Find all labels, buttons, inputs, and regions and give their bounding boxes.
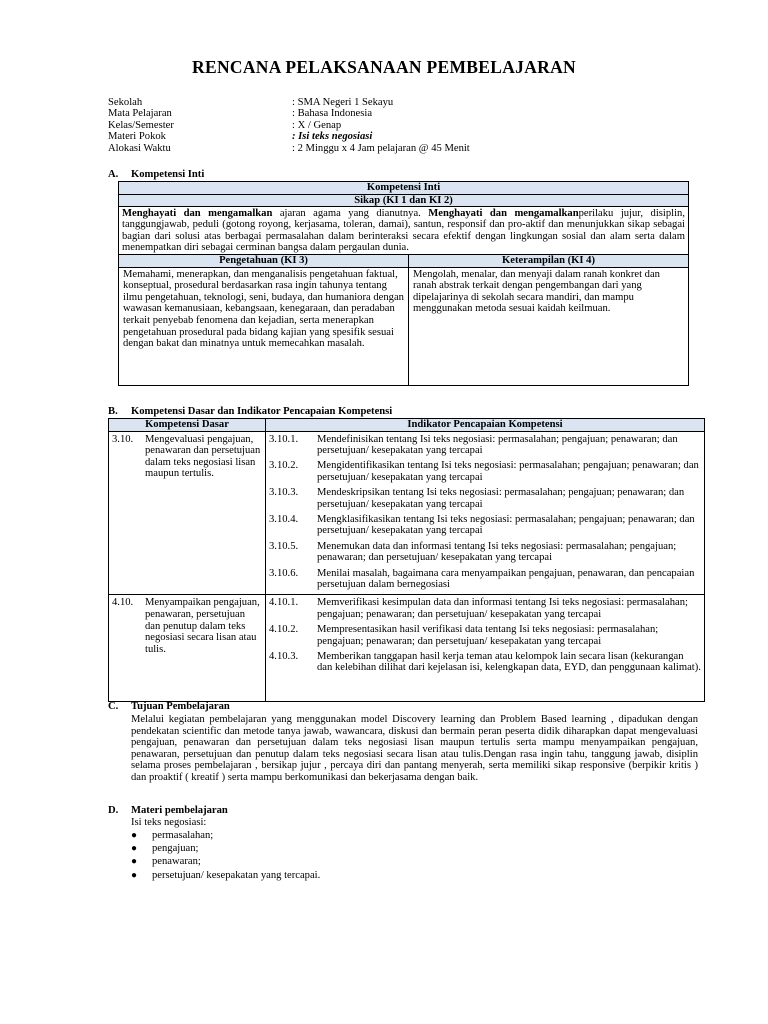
materi-intro: Isi teks negosiasi: (131, 817, 207, 828)
info-value: : SMA Negeri 1 Sekayu (292, 97, 394, 108)
list-item (269, 460, 701, 483)
sikap-bold: Menghayati dan mengamalkan (122, 208, 273, 219)
list-item (131, 830, 320, 843)
list-item (269, 568, 701, 591)
section-title: Tujuan Pembelajaran (131, 701, 230, 712)
pengetahuan-header: Pengetahuan (KI 3) (119, 255, 409, 268)
indikator-number: 3.10.1. (269, 433, 299, 445)
indikator-text: Menilai masalah, bagaimana cara menyampaikan pengajuan, penawaran, dan pencapaian persetujuan dalam bernegosiasi (317, 567, 695, 590)
indikator-number: 3.10.4. (269, 513, 299, 525)
info-value: : X / Genap (292, 119, 342, 131)
indikator-text: Mendefinisikan tentang Isi teks negosiasi: permasalahan; pengajuan; penawaran; dan persetujuan/ kesepakatan yang tercapai (317, 433, 678, 456)
section-title: Materi pembelajaran (131, 805, 228, 816)
sikap-header: Sikap (KI 1 dan KI 2) (119, 194, 689, 207)
kd-number: 3.10. (112, 433, 134, 445)
kd-text: Mengevaluasi pengajuan, penawaran dan persetujuan dalam teks negosiasi lisan maupun tertulis. (145, 433, 261, 480)
indikator-number: 3.10.3. (269, 487, 299, 499)
list-item (269, 624, 701, 647)
sikap-text: ajaran agama yang dianutnya. (272, 208, 429, 219)
list-item (269, 487, 701, 510)
list-item (269, 597, 701, 620)
info-value: : Bahasa Indonesia (292, 108, 373, 120)
section-d-heading (108, 805, 228, 817)
materi-item-text: pengajuan; (152, 843, 199, 855)
info-value: : 2 Minggu x 4 Jam pelajaran @ 45 Menit (292, 142, 470, 154)
list-item (131, 856, 320, 869)
sikap-cell (119, 207, 689, 255)
list-item (269, 541, 701, 564)
indikator-number: 4.10.3. (269, 651, 299, 662)
bullet-icon: ● (131, 830, 138, 841)
indikator-cell (266, 431, 705, 595)
indikator-text: Mengklasifikasikan tentang Isi teks negosiasi: permasalahan; pengajuan; penawaran; dan persetujuan/ kesepakatan yang tercapai (317, 513, 695, 537)
list-item (269, 514, 701, 537)
identity-block (108, 97, 470, 154)
indikator-number: 3.10.2. (269, 460, 299, 472)
section-letter: D. (108, 805, 119, 816)
table-header: Kompetensi Inti (119, 182, 689, 195)
indikator-text: Mempresentasikan hasil verifikasi data tentang Isi teks negosiasi: permasalahan; pengajuan; penawaran; dan persetujuan/ kesepakatan yang tercapai (317, 624, 659, 647)
section-letter: C. (108, 701, 119, 712)
info-row (108, 97, 470, 108)
kd-number: 4.10. (112, 597, 134, 609)
info-label: Sekolah (108, 97, 143, 108)
info-label: Alokasi Waktu (108, 142, 171, 154)
kd-cell (109, 595, 266, 702)
section-title: Kompetensi Inti (131, 169, 205, 180)
info-value: : Isi teks negosiasi (292, 131, 373, 143)
list-item (131, 843, 320, 856)
section-letter: B. (108, 406, 118, 417)
indikator-text: Mendeskripsikan tentang Isi teks negosiasi: permasalahan; pengajuan; penawaran; dan persetujuan/ kesepakatan yang tercapai (317, 487, 685, 510)
list-item (269, 651, 701, 674)
list-item (131, 870, 320, 883)
info-row (108, 108, 470, 119)
sikap-bold: Menghayati dan mengamalkan (428, 208, 579, 219)
info-row (108, 143, 470, 154)
indikator-column-header: Indikator Pencapaian Kompetensi (266, 419, 705, 432)
info-label: Kelas/Semester (108, 119, 174, 131)
keterampilan-header: Keterampilan (KI 4) (409, 255, 689, 268)
section-b-heading (108, 406, 392, 418)
keterampilan-cell: Mengolah, menalar, dan menyaji dalam ranah konkret dan ranah abstrak terkait dengan pengembangan dari yang dipelajarinya di sekolah secara mandiri, dan mampu menggunakan metoda sesuai kaidah keilmuan. (409, 267, 689, 385)
indikator-text: Mengidentifikasikan tentang Isi teks negosiasi: permasalahan; pengajuan; penawaran; dan persetujuan/ kesepakatan yang tercapai (317, 460, 699, 483)
page-title: RENCANA PELAKSANAAN PEMBELAJARAN (192, 57, 576, 77)
kompetensi-inti-table (118, 181, 689, 386)
indikator-number: 4.10.2. (269, 624, 299, 636)
materi-item-text: persetujuan/ kesepakatan yang tercapai. (152, 869, 321, 881)
materi-item-text: permasalahan; (152, 830, 214, 841)
tujuan-paragraph: Melalui kegiatan pembelajaran yang menggunakan model Discovery learning dan Problem Based learning , dipadukan dengan pendekatan scientific dan metode tanya jawab, wawancara, diskusi dan bermain peran peserta didik diharapkan dapat mengevaluasi pengajuan, penawaran dan persetujuan dalam teks negosiasi lisan maupun tertulis serta mampu menyampaikan pengajuan, penawaran, persetujuan dan penutup dalam teks negosiasi secara lisan atau tulis.Dengan rasa ingin tahu, tanggung jawab, disiplin selama proses pembelajaran , bersikap jujur , percaya diri dan pantang menyerah, serta memiliki sikap responsive (berpikir kritis ) dan proaktif ( kreatif ) serta mampu berkomunikasi dan bekerjasama dengan baik. (131, 714, 698, 783)
bullet-icon: ● (131, 843, 138, 855)
section-letter: A. (108, 169, 119, 180)
materi-list (131, 830, 320, 883)
indikator-text: Menemukan data dan informasi tentang Isi teks negosiasi: permasalahan; pengajuan; penawaran; dan persetujuan/ kesepakatan yang tercapai (317, 540, 677, 564)
table-row (109, 431, 705, 595)
kd-cell (109, 431, 266, 595)
info-row (108, 120, 470, 131)
bullet-icon: ● (131, 856, 138, 868)
pengetahuan-cell: Memahami, menerapkan, dan menganalisis pengetahuan faktual, konseptual, prosedural berdasarkan rasa ingin tahunya tentang ilmu pengetahuan, teknologi, seni, budaya, dan humaniora dengan wawasan kemanusiaan, kebangsaan, kenegaraan, dan peradaban terkait penyebab fenomena dan kejadian, serta menerapkan pengetahuan prosedural pada bidang kajian yang spesifik sesuai dengan bakat dan minatnya untuk memecahkan masalah. (119, 267, 409, 385)
indikator-cell (266, 595, 705, 702)
materi-item-text: penawaran; (152, 856, 201, 868)
table-row (109, 595, 705, 702)
bullet-icon: ● (131, 869, 138, 881)
kd-indikator-table (108, 418, 705, 702)
indikator-text: Memverifikasi kesimpulan data dan informasi tentang Isi teks negosiasi: permasalahan; pengajuan; penawaran; dan persetujuan/ kesepakatan yang tercapai (317, 597, 688, 620)
info-row (108, 131, 470, 142)
section-title: Kompetensi Dasar dan Indikator Pencapaian Kompetensi (131, 406, 393, 417)
section-c-heading (108, 701, 230, 713)
kd-text: Menyampaikan pengajuan, penawaran, persetujuan dan penutup dalam teks negosiasi secara lisan atau tulis. (145, 597, 260, 655)
kd-column-header: Kompetensi Dasar (109, 419, 266, 432)
indikator-number: 3.10.5. (269, 540, 299, 552)
info-label: Mata Pelajaran (108, 108, 172, 120)
list-item (269, 434, 701, 457)
indikator-text: Memberikan tanggapan hasil kerja teman atau kelompok lain secara lisan (kekurangan dan kelebihan dilihat dari kejelasan isi, kelengkapan data, EYD, dan penggunaan kalimat). (317, 651, 701, 674)
info-label: Materi Pokok (108, 131, 166, 143)
indikator-number: 3.10.6. (269, 567, 299, 579)
section-a-heading (108, 169, 204, 181)
sikap-text: perilaku jujur, disiplin, tanggungjawab, peduli (gotong royong, kerjasama, toleran, damai), santun, responsif dan pro-aktif dan menunjukkan sikap sebagai bagian dari solusi atas berbagai permasalahan dalam berinteraksi secara efektif dengan lingkungan sosial dan alam serta dalam menempatkan diri sebagai cerminan bangsa dalam pergaulan dunia. (122, 208, 685, 253)
indikator-number: 4.10.1. (269, 597, 299, 609)
